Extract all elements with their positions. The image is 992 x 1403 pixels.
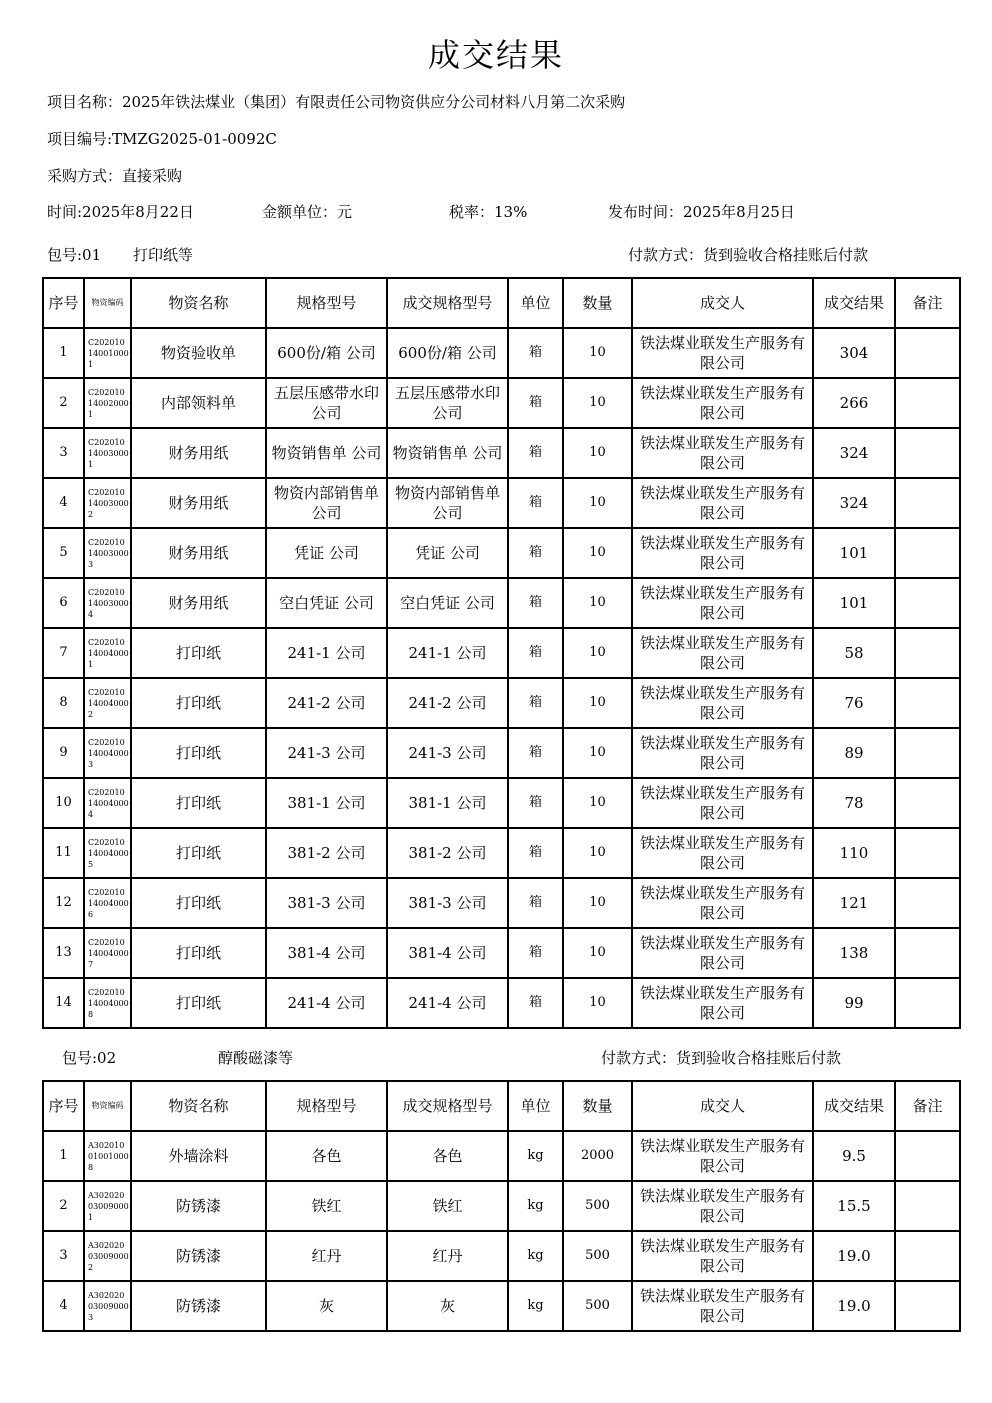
cell-material-name: 打印纸 <box>131 628 266 678</box>
cell-deal-spec: 各色 <box>387 1131 508 1181</box>
header-deal-spec: 成交规格型号 <box>387 278 508 328</box>
cell-seq: 1 <box>43 1131 84 1181</box>
cell-unit: 箱 <box>508 328 563 378</box>
cell-deal-spec: 凭证 公司 <box>387 528 508 578</box>
cell-spec: 五层压感带水印 公司 <box>266 378 387 428</box>
material-code-text: C202010140030001 <box>88 437 129 469</box>
package-name: 打印纸等 <box>133 246 194 264</box>
cell-seq: 10 <box>43 778 84 828</box>
package-name: 醇酸磁漆等 <box>218 1049 294 1067</box>
cell-material-name: 财务用纸 <box>131 428 266 478</box>
header-material-name: 物资名称 <box>131 278 266 328</box>
cell-seq: 4 <box>43 1281 84 1331</box>
cell-seq: 1 <box>43 328 84 378</box>
results-table-package-2 <box>42 1080 961 1332</box>
cell-remark <box>895 378 960 428</box>
cell-material-code <box>84 828 131 878</box>
cell-remark <box>895 528 960 578</box>
material-code-text: C202010140040005 <box>88 837 129 869</box>
cell-seq: 4 <box>43 478 84 528</box>
cell-supplier: 铁法煤业联发生产服务有限公司 <box>632 678 813 728</box>
cell-deal-result: 9.5 <box>813 1131 895 1181</box>
header-unit: 单位 <box>508 1081 563 1131</box>
material-code-text: C202010140040007 <box>88 937 129 969</box>
cell-remark <box>895 728 960 778</box>
cell-spec: 物资销售单 公司 <box>266 428 387 478</box>
cell-unit: 箱 <box>508 578 563 628</box>
material-code-text: C202010140040004 <box>88 787 129 819</box>
cell-deal-result: 89 <box>813 728 895 778</box>
cell-material-name: 外墙涂料 <box>131 1131 266 1181</box>
cell-material-code <box>84 378 131 428</box>
table-row <box>43 778 960 828</box>
cell-deal-result: 15.5 <box>813 1181 895 1231</box>
cell-seq: 11 <box>43 828 84 878</box>
cell-unit: 箱 <box>508 728 563 778</box>
cell-quantity: 10 <box>563 828 632 878</box>
table-row <box>43 528 960 578</box>
package-no: 包号:01 <box>47 246 102 264</box>
header-spec: 规格型号 <box>266 1081 387 1131</box>
cell-remark <box>895 578 960 628</box>
cell-material-name: 打印纸 <box>131 928 266 978</box>
cell-deal-result: 121 <box>813 878 895 928</box>
cell-deal-spec: 241-3 公司 <box>387 728 508 778</box>
table-row <box>43 828 960 878</box>
cell-material-code <box>84 1131 131 1181</box>
cell-unit: 箱 <box>508 628 563 678</box>
cell-material-code <box>84 628 131 678</box>
material-code-text: C202010140040002 <box>88 687 129 719</box>
cell-supplier: 铁法煤业联发生产服务有限公司 <box>632 728 813 778</box>
cell-seq: 8 <box>43 678 84 728</box>
cell-quantity: 10 <box>563 678 632 728</box>
cell-deal-spec: 空白凭证 公司 <box>387 578 508 628</box>
table-row <box>43 428 960 478</box>
cell-material-code <box>84 478 131 528</box>
publish-date: 发布时间：2025年8月25日 <box>608 203 795 221</box>
procurement-method: 采购方式：直接采购 <box>47 167 183 185</box>
header-material-name: 物资名称 <box>131 1081 266 1131</box>
cell-quantity: 10 <box>563 978 632 1028</box>
cell-material-code <box>84 878 131 928</box>
cell-unit: 箱 <box>508 978 563 1028</box>
cell-deal-result: 304 <box>813 328 895 378</box>
cell-spec: 灰 <box>266 1281 387 1331</box>
cell-supplier: 铁法煤业联发生产服务有限公司 <box>632 578 813 628</box>
cell-spec: 红丹 <box>266 1231 387 1281</box>
cell-material-name: 内部领料单 <box>131 378 266 428</box>
page-title: 成交结果 <box>427 36 564 74</box>
cell-deal-result: 101 <box>813 578 895 628</box>
header-row <box>43 1081 960 1131</box>
cell-quantity: 10 <box>563 628 632 678</box>
material-code-text: C202010140040008 <box>88 987 129 1019</box>
cell-unit: 箱 <box>508 678 563 728</box>
cell-supplier: 铁法煤业联发生产服务有限公司 <box>632 978 813 1028</box>
cell-quantity: 2000 <box>563 1131 632 1181</box>
cell-unit: 箱 <box>508 478 563 528</box>
cell-material-name: 打印纸 <box>131 778 266 828</box>
cell-remark <box>895 878 960 928</box>
cell-material-code <box>84 928 131 978</box>
cell-quantity: 10 <box>563 728 632 778</box>
cell-deal-result: 76 <box>813 678 895 728</box>
cell-quantity: 10 <box>563 528 632 578</box>
cell-deal-spec: 241-1 公司 <box>387 628 508 678</box>
cell-deal-spec: 241-2 公司 <box>387 678 508 728</box>
cell-spec: 241-3 公司 <box>266 728 387 778</box>
cell-remark <box>895 778 960 828</box>
cell-supplier: 铁法煤业联发生产服务有限公司 <box>632 1231 813 1281</box>
cell-quantity: 10 <box>563 328 632 378</box>
cell-spec: 381-4 公司 <box>266 928 387 978</box>
cell-deal-result: 19.0 <box>813 1281 895 1331</box>
cell-material-name: 财务用纸 <box>131 578 266 628</box>
material-code-text: C202010140030004 <box>88 587 129 619</box>
header-spec: 规格型号 <box>266 278 387 328</box>
cell-deal-result: 138 <box>813 928 895 978</box>
cell-quantity: 10 <box>563 878 632 928</box>
cell-deal-spec: 241-4 公司 <box>387 978 508 1028</box>
cell-deal-spec: 红丹 <box>387 1231 508 1281</box>
cell-seq: 3 <box>43 1231 84 1281</box>
cell-deal-result: 58 <box>813 628 895 678</box>
header-deal-result: 成交结果 <box>813 278 895 328</box>
table-row <box>43 478 960 528</box>
header-quantity: 数量 <box>563 278 632 328</box>
cell-quantity: 10 <box>563 578 632 628</box>
table-row <box>43 1181 960 1231</box>
payment-terms: 付款方式：货到验收合格挂账后付款 <box>628 246 869 264</box>
cell-remark <box>895 1231 960 1281</box>
material-code-text: C202010140010001 <box>88 337 129 369</box>
header-unit: 单位 <box>508 278 563 328</box>
cell-supplier: 铁法煤业联发生产服务有限公司 <box>632 528 813 578</box>
cell-material-code <box>84 778 131 828</box>
cell-unit: 箱 <box>508 528 563 578</box>
cell-deal-result: 78 <box>813 778 895 828</box>
cell-material-name: 防锈漆 <box>131 1181 266 1231</box>
cell-unit: 箱 <box>508 878 563 928</box>
cell-seq: 9 <box>43 728 84 778</box>
cell-material-name: 打印纸 <box>131 828 266 878</box>
cell-deal-result: 324 <box>813 428 895 478</box>
header-quantity: 数量 <box>563 1081 632 1131</box>
cell-remark <box>895 628 960 678</box>
header-material-code: 物资编码 <box>84 278 131 328</box>
cell-deal-spec: 物资销售单 公司 <box>387 428 508 478</box>
cell-seq: 5 <box>43 528 84 578</box>
package-no: 包号:02 <box>62 1049 117 1067</box>
cell-spec: 381-1 公司 <box>266 778 387 828</box>
cell-supplier: 铁法煤业联发生产服务有限公司 <box>632 1181 813 1231</box>
cell-deal-result: 101 <box>813 528 895 578</box>
project-no: 项目编号:TMZG2025-01-0092C <box>47 130 277 148</box>
cell-unit: kg <box>508 1181 563 1231</box>
header-supplier: 成交人 <box>632 1081 813 1131</box>
header-deal-spec: 成交规格型号 <box>387 1081 508 1131</box>
cell-spec: 241-1 公司 <box>266 628 387 678</box>
cell-supplier: 铁法煤业联发生产服务有限公司 <box>632 928 813 978</box>
cell-material-name: 打印纸 <box>131 878 266 928</box>
cell-unit: 箱 <box>508 828 563 878</box>
header-remark: 备注 <box>895 278 960 328</box>
header-seq: 序号 <box>43 278 84 328</box>
currency-unit: 金额单位：元 <box>262 203 353 221</box>
cell-quantity: 10 <box>563 378 632 428</box>
cell-spec: 241-2 公司 <box>266 678 387 728</box>
table-row <box>43 628 960 678</box>
table-row <box>43 578 960 628</box>
cell-remark <box>895 428 960 478</box>
table-row <box>43 978 960 1028</box>
cell-supplier: 铁法煤业联发生产服务有限公司 <box>632 878 813 928</box>
cell-unit: kg <box>508 1281 563 1331</box>
cell-deal-spec: 381-2 公司 <box>387 828 508 878</box>
cell-supplier: 铁法煤业联发生产服务有限公司 <box>632 328 813 378</box>
cell-unit: 箱 <box>508 428 563 478</box>
cell-supplier: 铁法煤业联发生产服务有限公司 <box>632 478 813 528</box>
cell-material-name: 防锈漆 <box>131 1231 266 1281</box>
cell-seq: 6 <box>43 578 84 628</box>
cell-deal-result: 99 <box>813 978 895 1028</box>
material-code-text: A302020030090002 <box>88 1240 129 1272</box>
payment-terms: 付款方式：货到验收合格挂账后付款 <box>601 1049 842 1067</box>
cell-spec: 铁红 <box>266 1181 387 1231</box>
cell-seq: 14 <box>43 978 84 1028</box>
cell-deal-spec: 物资内部销售单 公司 <box>387 478 508 528</box>
material-code-text: A302010010010008 <box>88 1140 129 1172</box>
cell-material-name: 防锈漆 <box>131 1281 266 1331</box>
cell-seq: 3 <box>43 428 84 478</box>
cell-material-code <box>84 1181 131 1231</box>
cell-deal-spec: 铁红 <box>387 1181 508 1231</box>
cell-material-code <box>84 978 131 1028</box>
header-seq: 序号 <box>43 1081 84 1131</box>
cell-remark <box>895 828 960 878</box>
cell-material-name: 打印纸 <box>131 978 266 1028</box>
material-code-text: A302020030090001 <box>88 1190 129 1222</box>
cell-material-code <box>84 728 131 778</box>
cell-deal-result: 266 <box>813 378 895 428</box>
cell-supplier: 铁法煤业联发生产服务有限公司 <box>632 428 813 478</box>
cell-deal-spec: 381-3 公司 <box>387 878 508 928</box>
header-material-code: 物资编码 <box>84 1081 131 1131</box>
cell-spec: 物资内部销售单 公司 <box>266 478 387 528</box>
tax-rate: 税率：13% <box>449 203 528 221</box>
cell-supplier: 铁法煤业联发生产服务有限公司 <box>632 828 813 878</box>
cell-spec: 凭证 公司 <box>266 528 387 578</box>
cell-material-code <box>84 428 131 478</box>
material-code-text: C202010140020001 <box>88 387 129 419</box>
cell-supplier: 铁法煤业联发生产服务有限公司 <box>632 1131 813 1181</box>
cell-unit: 箱 <box>508 378 563 428</box>
cell-deal-spec: 381-1 公司 <box>387 778 508 828</box>
cell-seq: 13 <box>43 928 84 978</box>
cell-deal-result: 110 <box>813 828 895 878</box>
cell-deal-result: 19.0 <box>813 1231 895 1281</box>
material-code-text: C202010140030003 <box>88 537 129 569</box>
cell-material-code <box>84 1231 131 1281</box>
cell-seq: 2 <box>43 378 84 428</box>
cell-supplier: 铁法煤业联发生产服务有限公司 <box>632 628 813 678</box>
header-supplier: 成交人 <box>632 278 813 328</box>
cell-quantity: 10 <box>563 778 632 828</box>
cell-spec: 381-2 公司 <box>266 828 387 878</box>
cell-supplier: 铁法煤业联发生产服务有限公司 <box>632 378 813 428</box>
table-row <box>43 1281 960 1331</box>
cell-unit: 箱 <box>508 928 563 978</box>
cell-quantity: 500 <box>563 1281 632 1331</box>
cell-spec: 381-3 公司 <box>266 878 387 928</box>
cell-material-name: 打印纸 <box>131 728 266 778</box>
date: 时间:2025年8月22日 <box>47 203 194 221</box>
table-row <box>43 728 960 778</box>
header-remark: 备注 <box>895 1081 960 1131</box>
cell-unit: kg <box>508 1131 563 1181</box>
cell-deal-spec: 五层压感带水印 公司 <box>387 378 508 428</box>
cell-material-name: 物资验收单 <box>131 328 266 378</box>
table-row <box>43 678 960 728</box>
cell-material-name: 财务用纸 <box>131 478 266 528</box>
cell-quantity: 10 <box>563 428 632 478</box>
cell-remark <box>895 1281 960 1331</box>
cell-remark <box>895 978 960 1028</box>
cell-material-code <box>84 1281 131 1331</box>
table-row <box>43 928 960 978</box>
cell-unit: kg <box>508 1231 563 1281</box>
cell-remark <box>895 1181 960 1231</box>
cell-remark <box>895 478 960 528</box>
material-code-text: C202010140040006 <box>88 887 129 919</box>
project-name: 项目名称：2025年铁法煤业（集团）有限责任公司物资供应分公司材料八月第二次采购 <box>47 93 626 111</box>
cell-quantity: 10 <box>563 928 632 978</box>
cell-quantity: 500 <box>563 1181 632 1231</box>
cell-material-code <box>84 678 131 728</box>
cell-supplier: 铁法煤业联发生产服务有限公司 <box>632 1281 813 1331</box>
cell-unit: 箱 <box>508 778 563 828</box>
table-row <box>43 1231 960 1281</box>
header-row <box>43 278 960 328</box>
cell-spec: 600份/箱 公司 <box>266 328 387 378</box>
table-row <box>43 378 960 428</box>
cell-material-name: 财务用纸 <box>131 528 266 578</box>
table-row <box>43 878 960 928</box>
cell-spec: 各色 <box>266 1131 387 1181</box>
cell-spec: 空白凭证 公司 <box>266 578 387 628</box>
cell-remark <box>895 1131 960 1181</box>
cell-seq: 7 <box>43 628 84 678</box>
cell-seq: 2 <box>43 1181 84 1231</box>
cell-seq: 12 <box>43 878 84 928</box>
cell-material-code <box>84 328 131 378</box>
cell-remark <box>895 928 960 978</box>
cell-remark <box>895 678 960 728</box>
material-code-text: A302020030090003 <box>88 1290 129 1322</box>
cell-material-code <box>84 578 131 628</box>
material-code-text: C202010140030002 <box>88 487 129 519</box>
table-row <box>43 1131 960 1181</box>
results-table-package-1 <box>42 277 961 1029</box>
cell-material-name: 打印纸 <box>131 678 266 728</box>
cell-deal-spec: 381-4 公司 <box>387 928 508 978</box>
cell-quantity: 10 <box>563 478 632 528</box>
cell-deal-spec: 灰 <box>387 1281 508 1331</box>
cell-supplier: 铁法煤业联发生产服务有限公司 <box>632 778 813 828</box>
cell-spec: 241-4 公司 <box>266 978 387 1028</box>
cell-material-code <box>84 528 131 578</box>
header-deal-result: 成交结果 <box>813 1081 895 1131</box>
material-code-text: C202010140040001 <box>88 637 129 669</box>
cell-deal-result: 324 <box>813 478 895 528</box>
material-code-text: C202010140040003 <box>88 737 129 769</box>
cell-quantity: 500 <box>563 1231 632 1281</box>
cell-remark <box>895 328 960 378</box>
cell-deal-spec: 600份/箱 公司 <box>387 328 508 378</box>
table-row <box>43 328 960 378</box>
